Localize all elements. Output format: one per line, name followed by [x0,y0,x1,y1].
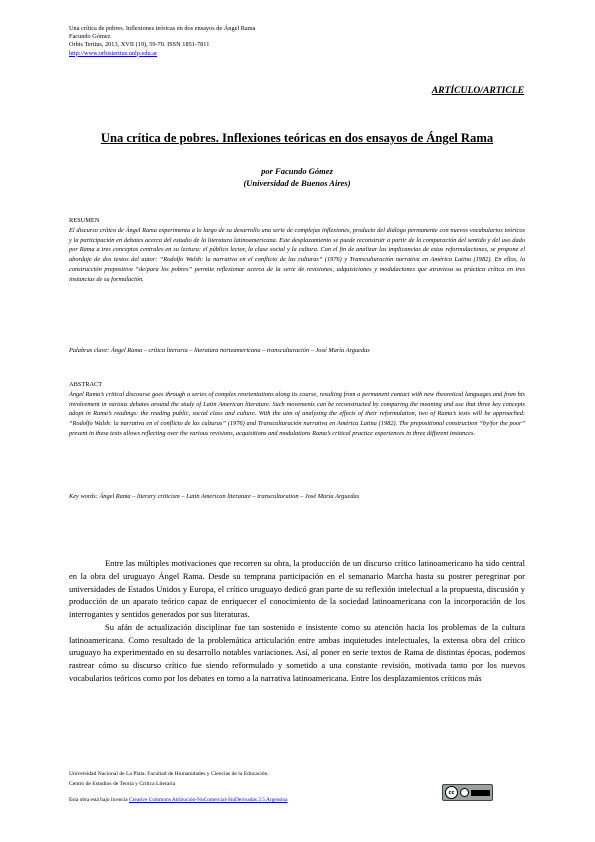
article-title: Una crítica de pobres. Inflexiones teóricas en dos ensayos de Ángel Rama [100,131,494,145]
palabras-clave: Palabras clave: Ángel Rama – crítica literaria – literatura norteamericana – transculturación – José María Arguedas [69,347,370,354]
footer-center: Centro de Estudios de Teoría y Crítica Literaria [69,780,176,787]
running-header [69,25,489,58]
resumen-text: El discurso crítico de Ángel Rama experimenta a lo largo de su desarrollo una serie de complejas inflexiones, producto del diálogo permanente con nuevos vocabularios teóricos y la participación en debates acerca del estudio de la literatura latinoamericana. Este desplazamiento se puede reconstruir a partir de la comparación del sentido y del uso dado por Rama a tres conceptos centrales en su lectura: el público lector, la clase social y la cultura. Con el fin de analizar las implicancias de estas reformulaciones, se propone el abordaje de dos textos del autor: “Rodolfo Walsh: la narrativa en el conflicto de las culturas” (1976) y Transculturación narrativa en América Latina (1982). En ellos, la construcción prepositiva “de/para los pobres” permite reflexionar acerca de la serie de revisiones, adquisiciones y modulaciones que atraviesa su práctica crítica en tres instancias de su formulación. [69,226,525,283]
creative-commons-badge[interactable] [442,784,493,801]
resumen-heading: RESUMEN [69,217,100,224]
license-link[interactable]: Creative Commons Atribución-NoComercial-SinDerivadas 2.5 Argentina [129,797,288,803]
body-paragraph-1: Entre las múltiples motivaciones que recorren su obra, la producción de un discurso crítico latinoamericano ha sido central en la obra del uruguayo Ángel Rama. Desde su temprana participación en el semanario Marcha hasta su postrer peregrinar por universidades de Estados Unidos y Europa, el crítico uruguayo dedicó gran parte de su reflexión intelectual a la propuesta, discusión y producción de un aparato teórico capaz de enriquecer el conocimiento de la sociedad latinoamericana con la incorporación de los interrogantes y sentidos generados por sus literaturas. [69,558,525,619]
abstract-text: Ángel Rama’s critical discourse goes through a series of complex reorientations along its course, resulting from a permanent contact with new theoretical languages and from his involvement in various debates around the study of Latin American literature. Such movements can be reconstructed by comparing the meaning and use that three key concepts adopt in Rama’s readings: the reading public, social class and culture. With the aim of analyzing the effects of their reformulation, two of Rama’s texts will be approached: “Rodolfo Walsh: la narrativa en el conflicto de las culturas” (1976) and Transculturación narrativa en América Latina (1982). The prepositional construction “by/for the poor” present in these texts allows reflecting over the various revisions, acquisitions and modulations Rama’s critical practice experiences in three different instances. [69,390,525,437]
license-terms-strip [471,790,490,796]
abstract-heading: ABSTRACT [69,381,103,388]
body-paragraph-2: Su afán de actualización disciplinar fue tan sostenido e insistente como su atención hacia los problemas de la cultura latinoamericana. Como resultado de la problemática articulación entre ambas inquietudes intelectuales, la extensa obra del crítico uruguayo ha experimentado en su desarrollo notables variaciones. Así, al poner en serie textos de Rama de distintas épocas, podemos rastrear cómo su discurso crítico fue siendo reformulado y sometido a una constante revisión, motivada tanto por los nuevos vocabularios teóricos como por los debates en torno a la narrativa latinoamericana. Entre los desplazamientos críticos más [69,621,525,683]
page-footer [69,770,499,789]
header-article-title: Una crítica de pobres. Inflexiones teóricas en dos ensayos de Ángel Rama [69,25,256,32]
author-affiliation: (Universidad de Buenos Aires) [243,177,351,188]
journal-url-link[interactable]: http://www.orbistertius.unlp.edu.ar [69,49,158,57]
header-author: Facundo Gómez [69,33,111,41]
license-line [69,797,287,803]
cc-icon: cc [445,786,458,799]
section-tag: ARTÍCULO/ARTICLE [431,85,524,96]
footer-institution: Universidad Nacional de La Plata. Facultad de Humanidades y Ciencias de la Educación. [69,771,269,777]
header-journal-info: Orbis Tertius, 2013, XVII (19), 59-70. ISSN 1851-7811 [69,41,210,49]
resumen-block [69,216,525,284]
author-byline: por Facundo Gómez [261,166,333,176]
author-block [69,166,525,190]
abstract-block [69,380,525,439]
attribution-icon [460,788,469,797]
key-words: Key words: Ángel Rama – literary criticism – Latin American literature – transculturation – José María Arguedas [69,493,360,500]
body-text [69,557,525,685]
license-prefix: Esta obra está bajo licencia [69,797,130,803]
